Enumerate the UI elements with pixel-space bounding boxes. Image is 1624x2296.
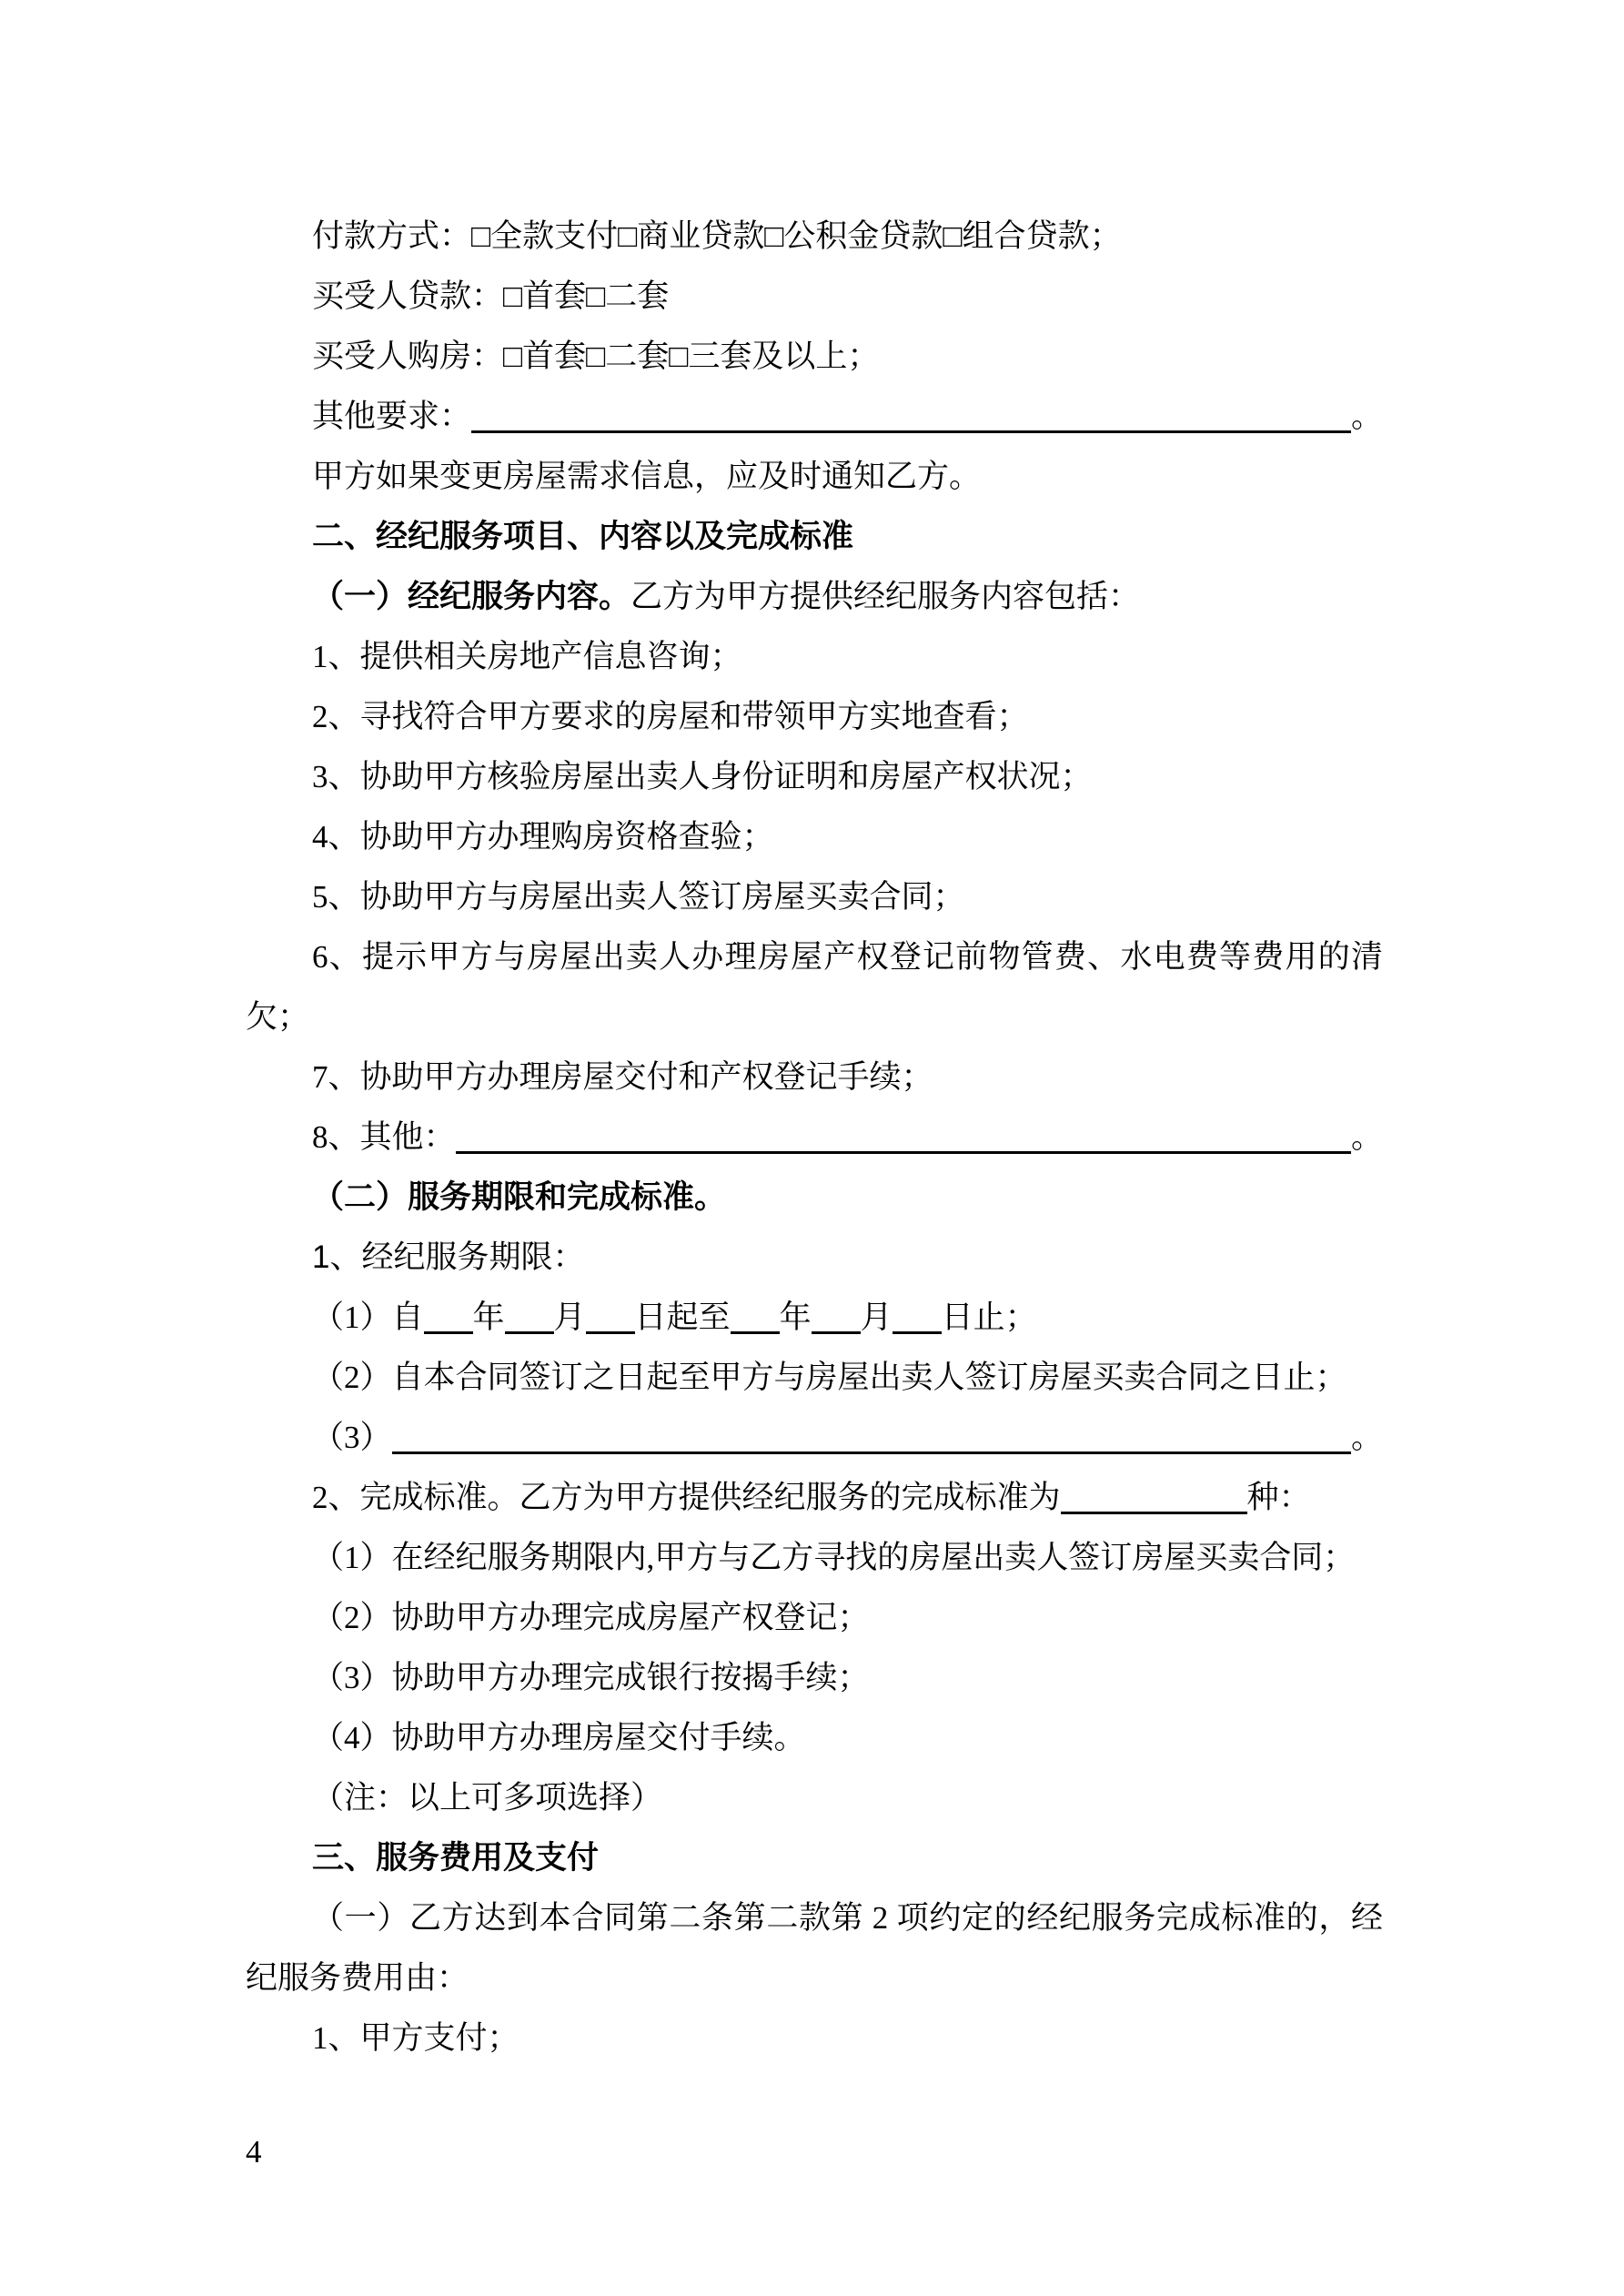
line-service-item-4: 4、协助甲方办理购房资格查验； [312, 819, 774, 855]
line-standard-4: （4）协助甲方办理房屋交付手续。 [312, 1720, 806, 1755]
line-service-item-8 [246, 1108, 1383, 1168]
completion-standard-text: 2、完成标准。乙方为甲方提供经纪服务的完成标准为 [312, 1480, 1061, 1515]
line-buyer-purchase: 买受人购房：□首套□二套□三套及以上； [312, 339, 880, 374]
line-fee-clause-wrap: 纪服务费用由： [246, 1960, 469, 1996]
section-2-2-heading: （二）服务期限和完成标准。 [312, 1179, 727, 1215]
line-term-heading: 1、经纪服务期限： [312, 1239, 585, 1275]
item-8-period: 。 [1350, 1119, 1383, 1155]
term-month-from-blank [505, 1288, 554, 1334]
line-service-item-1: 1、提供相关房地产信息咨询； [312, 639, 742, 674]
term-day-from-blank [586, 1288, 635, 1334]
completion-standard-suffix: 种： [1246, 1480, 1311, 1515]
line-standard-1: （1）在经纪服务期限内,甲方与乙方寻找的房屋出卖人签订房屋买卖合同； [312, 1540, 1356, 1575]
line-fee-clause: （一）乙方达到本合同第二条第二款第 2 项约定的经纪服务完成标准的，经 [312, 1900, 1383, 1936]
term-dates-part-7: 日止； [941, 1300, 1037, 1335]
line-standard-3: （3）协助甲方办理完成银行按揭手续； [312, 1660, 870, 1695]
term-year-to-blank [731, 1288, 780, 1334]
section-2-1-title: （一）经纪服务内容。 [312, 579, 631, 614]
line-service-item-6-wrap: 欠； [246, 999, 310, 1035]
term-month-to-blank [812, 1288, 861, 1334]
line-payment-method: 付款方式：□全款支付□商业贷款□公积金贷款□组合贷款； [312, 218, 1122, 254]
line-term-dates [246, 1288, 1383, 1348]
item-8-label: 8、其他： [312, 1119, 456, 1155]
line-note: （注：以上可多项选择） [312, 1780, 663, 1816]
term-day-to-blank [893, 1288, 942, 1334]
line-payer-1: 1、甲方支付； [312, 2020, 519, 2056]
line-service-item-6: 6、提示甲方与房屋出卖人办理房屋产权登记前物管费、水电费等费用的清 [312, 939, 1383, 975]
line-section-2-1 [246, 567, 1383, 627]
section-3-heading: 三、服务费用及支付 [312, 1840, 600, 1876]
completion-standard-blank [1061, 1468, 1247, 1514]
line-buyer-loan: 买受人贷款：□首套□二套 [312, 278, 670, 314]
section-2-heading: 二、经纪服务项目、内容以及完成标准 [312, 519, 854, 554]
document-body [246, 207, 1383, 2068]
line-change-notice: 甲方如果变更房屋需求信息，应及时通知乙方。 [312, 459, 982, 494]
term-dates-part-4: 日起至 [634, 1300, 731, 1335]
other-requirements-period: 。 [1350, 399, 1383, 434]
line-service-item-7: 7、协助甲方办理房屋交付和产权登记手续； [312, 1059, 933, 1095]
term-option-3-period: 。 [1350, 1420, 1383, 1455]
other-requirements-label: 其他要求： [312, 399, 472, 434]
term-option-3-label: （3） [312, 1420, 392, 1455]
term-year-from-blank [424, 1288, 473, 1334]
section-2-1-text: 乙方为甲方提供经纪服务内容包括： [630, 579, 1141, 614]
line-service-item-5: 5、协助甲方与房屋出卖人签订房屋买卖合同； [312, 879, 965, 915]
term-option-3-blank [392, 1408, 1351, 1468]
term-dates-part-2: 年 [472, 1300, 505, 1335]
line-service-item-3: 3、协助甲方核验房屋出卖人身份证明和房屋产权状况； [312, 759, 1093, 794]
line-term-option-2: （2）自本合同签订之日起至甲方与房屋出卖人签订房屋买卖合同之日止； [312, 1360, 1347, 1395]
page-number: 4 [246, 2134, 262, 2170]
line-service-item-2: 2、寻找符合甲方要求的房屋和带领甲方实地查看； [312, 699, 1029, 734]
term-dates-part-1: （1）自 [312, 1300, 424, 1335]
line-other-requirements [246, 387, 1383, 447]
term-dates-part-3: 月 [553, 1300, 586, 1335]
line-term-option-3 [246, 1408, 1383, 1468]
other-requirements-blank [471, 387, 1351, 447]
item-8-blank [456, 1108, 1351, 1168]
term-dates-part-6: 月 [860, 1300, 893, 1335]
term-dates-part-5: 年 [779, 1300, 812, 1335]
line-completion-standard [246, 1468, 1383, 1528]
line-standard-2: （2）协助甲方办理完成房屋产权登记； [312, 1600, 870, 1635]
